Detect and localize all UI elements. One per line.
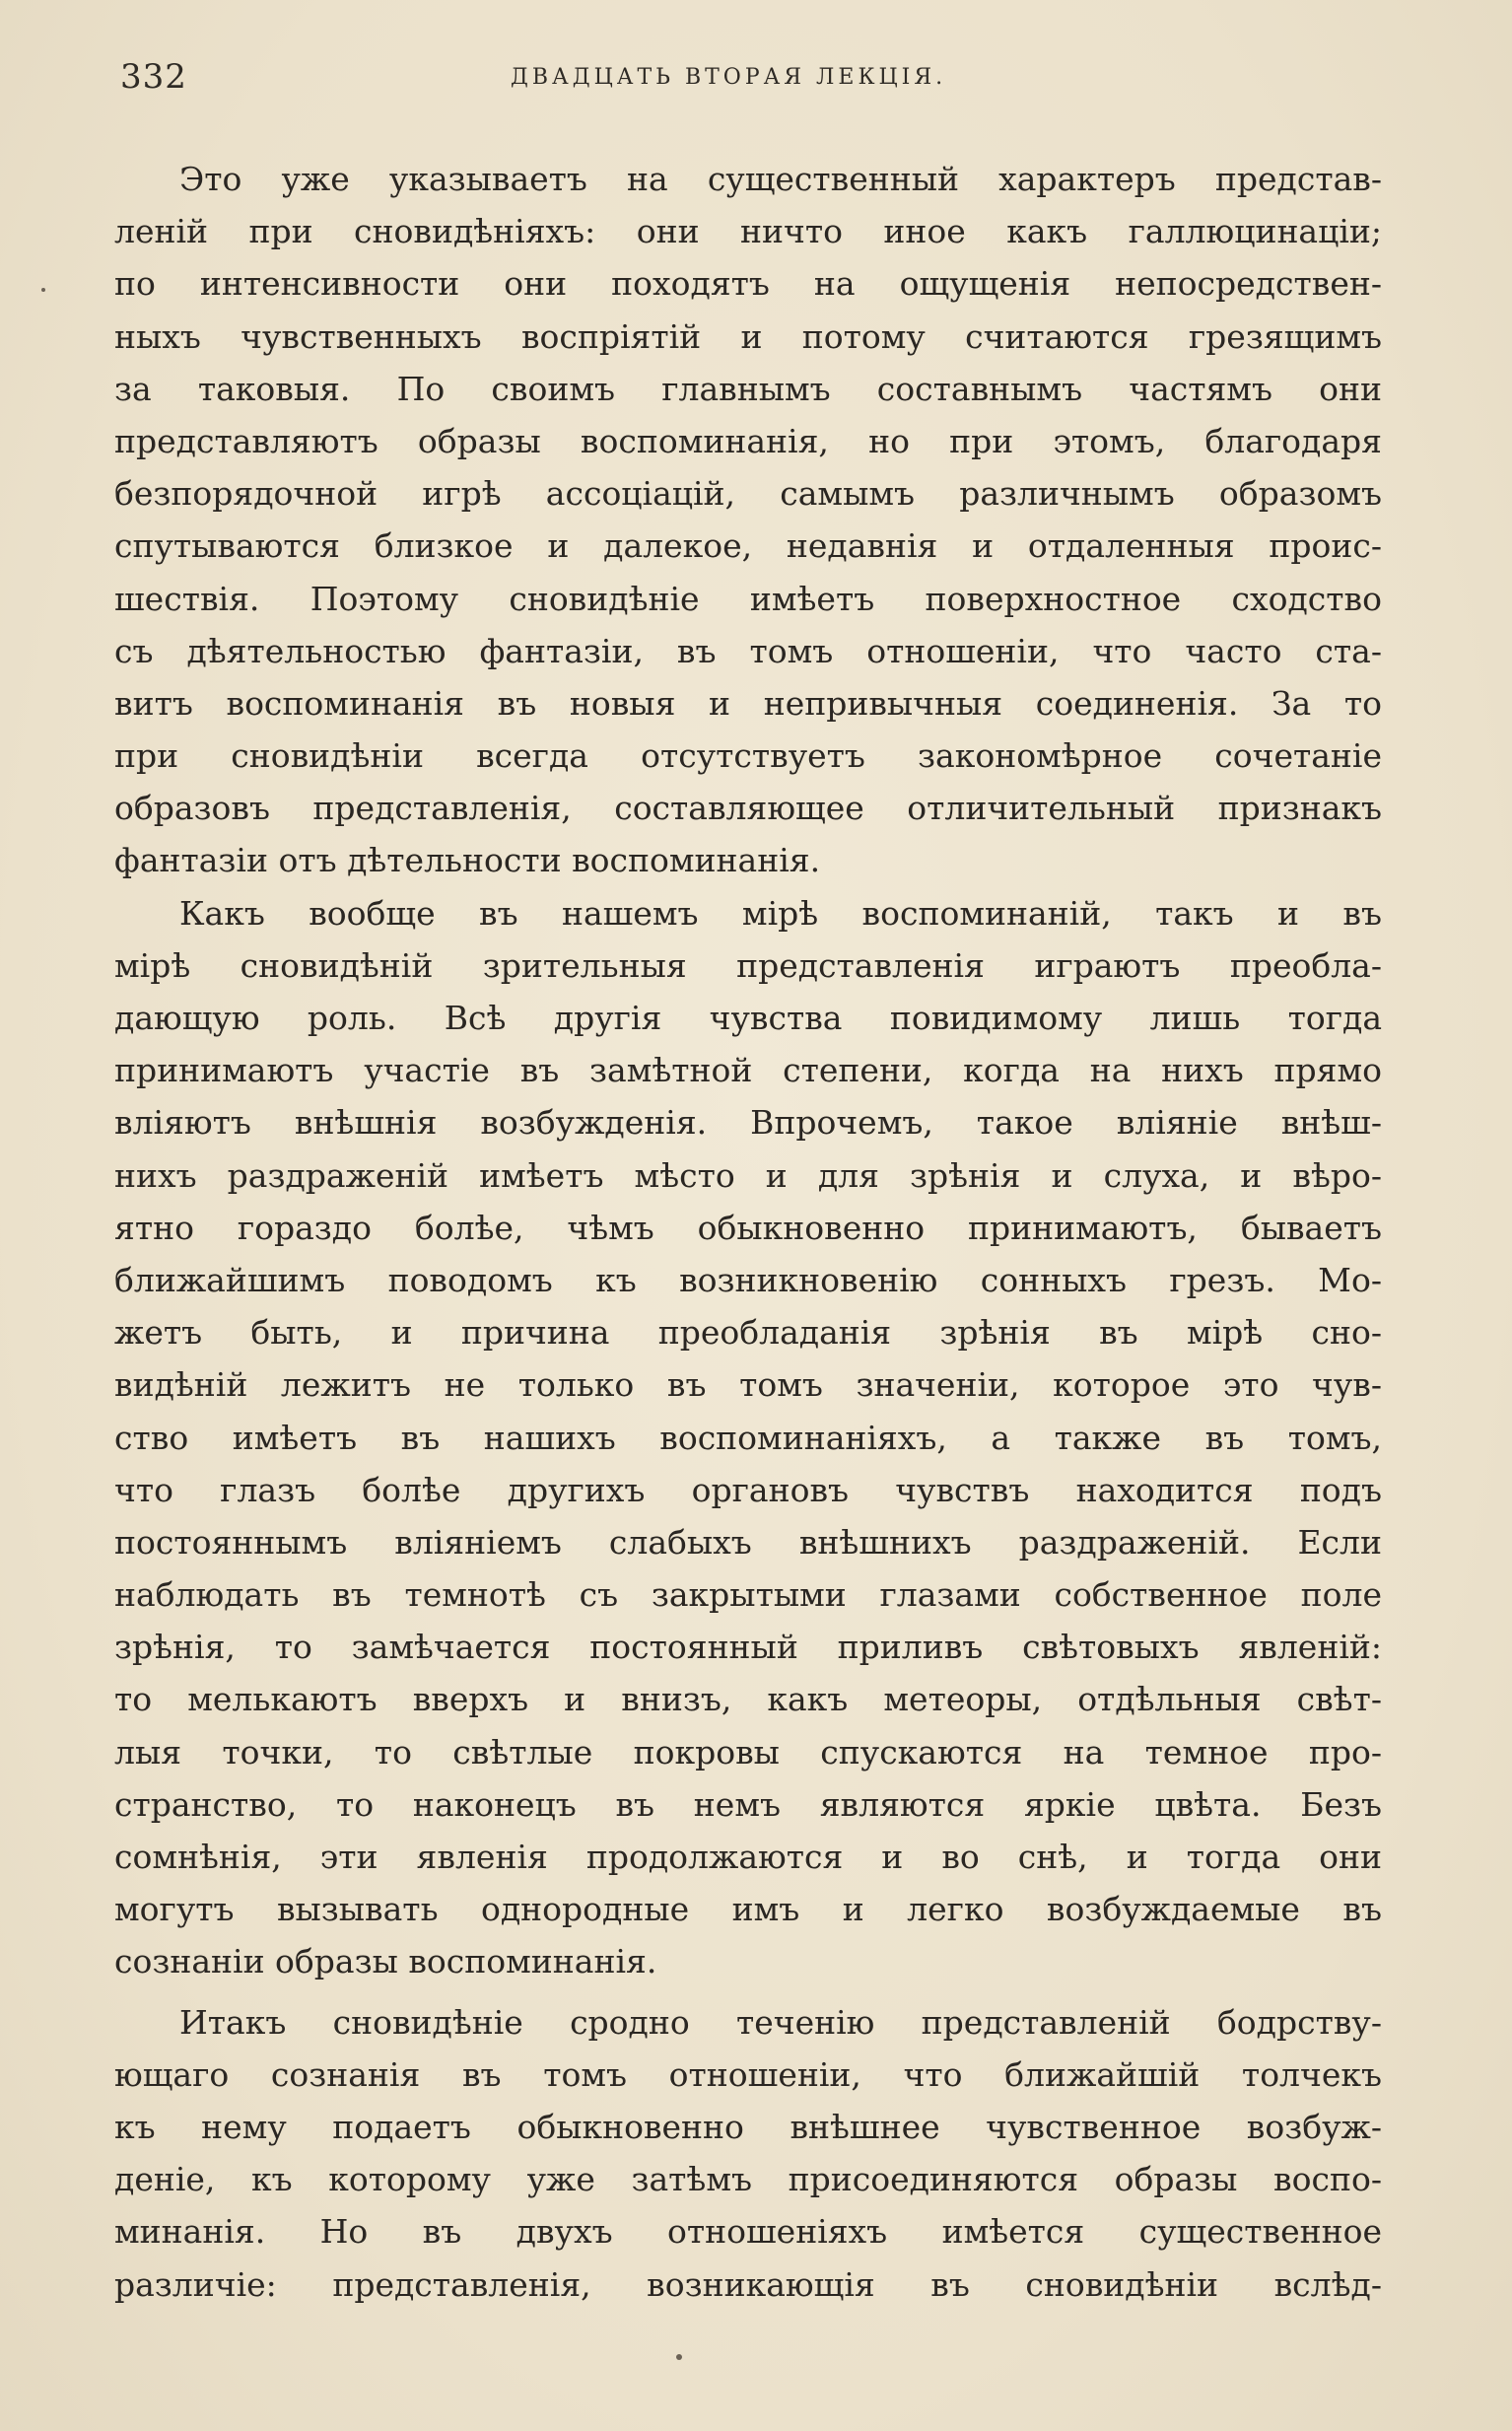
text-line: за таковыя. По своимъ главнымъ составнымъ частямъ они [114,369,1382,408]
text-line: постояннымъ вліяніемъ слабыхъ внѣшнихъ раздраженій. Если [114,1522,1382,1562]
text-line: что глазъ болѣе другихъ органовъ чувствъ находится подъ [114,1470,1382,1509]
paragraph-1 [114,153,1382,887]
paragraph-3 [114,1996,1382,2311]
text-line: съ дѣятельностью фантазіи, въ томъ отношеніи, что часто ста- [114,631,1382,670]
text-line: сознаніи образы воспоминанія. [114,1942,657,1981]
text-line: безпорядочной игрѣ ассоціацій, самымъ различнымъ образомъ [114,474,1382,514]
text-line: жетъ быть, и причина преобладанія зрѣнія въ мірѣ сно- [114,1313,1382,1353]
paragraph-2 [114,887,1382,1988]
text-line: спутываются близкое и далекое, недавнія и отдаленныя проис- [114,526,1382,566]
text-line: ство имѣетъ въ нашихъ воспоминаніяхъ, а также въ томъ, [114,1418,1382,1457]
text-line: къ нему подаетъ обыкновенно внѣшнее чувственное возбуж- [114,2107,1382,2146]
text-line: ятно гораздо болѣе, чѣмъ обыкновенно принимаютъ, бываетъ [114,1208,1382,1247]
text-line: наблюдать въ темнотѣ съ закрытыми глазами собственное поле [114,1575,1382,1615]
text-line: ныхъ чувственныхъ воспріятій и потому считаются грезящимъ [114,316,1382,356]
text-line: лыя точки, то свѣтлые покровы спускаются на темное про- [114,1732,1382,1771]
text-line: витъ воспоминанія въ новыя и непривычныя соединенія. За то [114,683,1382,723]
text-line: ющаго сознанія въ томъ отношеніи, что ближайшій толчекъ [114,2054,1382,2094]
text-line: могутъ вызывать однородные имъ и легко возбуждаемые въ [114,1890,1382,1929]
text-line: при сновидѣніи всегда отсутствуетъ закономѣрное сочетаніе [114,736,1382,776]
running-head: ДВАДЦАТЬ ВТОРАЯ ЛЕКЦІЯ. [511,65,947,90]
text-line: мірѣ сновидѣній зрительныя представленія играютъ преобла- [114,945,1382,985]
paper-speck [41,288,45,292]
body-text [114,153,1382,2311]
text-line: Итакъ сновидѣніе сродно теченію представленій бодрству- [179,2002,1382,2042]
text-line: шествія. Поэтому сновидѣніе имѣетъ поверхностное сходство [114,579,1382,618]
text-line: Какъ вообще въ нашемъ мірѣ воспоминаній, такъ и въ [179,893,1382,933]
text-line: Это уже указываетъ на существенный характеръ представ- [179,160,1382,198]
paper-speck [676,2354,682,2360]
text-line: минанія. Но въ двухъ отношеніяхъ имѣется существенное [114,2212,1382,2252]
text-line: нихъ раздраженій имѣетъ мѣсто и для зрѣнія и слуха, и вѣро- [114,1155,1382,1195]
text-line: странство, то наконецъ въ немъ являются яркіе цвѣта. Безъ [114,1784,1382,1824]
page-number: 332 [120,57,187,97]
text-line: вліяютъ внѣшнія возбужденія. Впрочемъ, такое вліяніе внѣш- [114,1103,1382,1143]
page-header [116,57,1388,106]
text-line: дающую роль. Всѣ другія чувства повидимому лишь тогда [114,999,1382,1037]
text-line: то мелькаютъ вверхъ и внизъ, какъ метеоры, отдѣльныя свѣт- [114,1680,1382,1719]
text-line: по интенсивности они походятъ на ощущенія непосредствен- [114,264,1382,304]
text-line: представляютъ образы воспоминанія, но при этомъ, благодаря [114,421,1382,460]
text-line: принимаютъ участіе въ замѣтной степени, когда на нихъ прямо [114,1051,1382,1090]
text-line: фантазіи отъ дѣтельности воспоминанія. [114,841,821,880]
text-line: зрѣнія, то замѣчается постоянный приливъ свѣтовыхъ явленій: [114,1628,1382,1667]
text-line: леній при сновидѣніяхъ: они ничто иное какъ галлюцинаціи; [114,212,1382,251]
paragraph-gap [114,1988,1382,1996]
text-line: видѣній лежитъ не только въ томъ значеніи, которое это чув- [114,1365,1382,1405]
text-line: различіе: представленія, возникающія въ сновидѣніи вслѣд- [114,2264,1382,2304]
text-line: ближайшимъ поводомъ къ возникновенію сонныхъ грезъ. Мо- [114,1260,1382,1299]
text-line: образовъ представленія, составляющее отличительный признакъ [114,789,1382,828]
text-line: деніе, къ которому уже затѣмъ присоединяются образы воспо- [114,2160,1382,2199]
text-line: сомнѣнія, эти явленія продолжаются и во снѣ, и тогда они [114,1838,1382,1876]
